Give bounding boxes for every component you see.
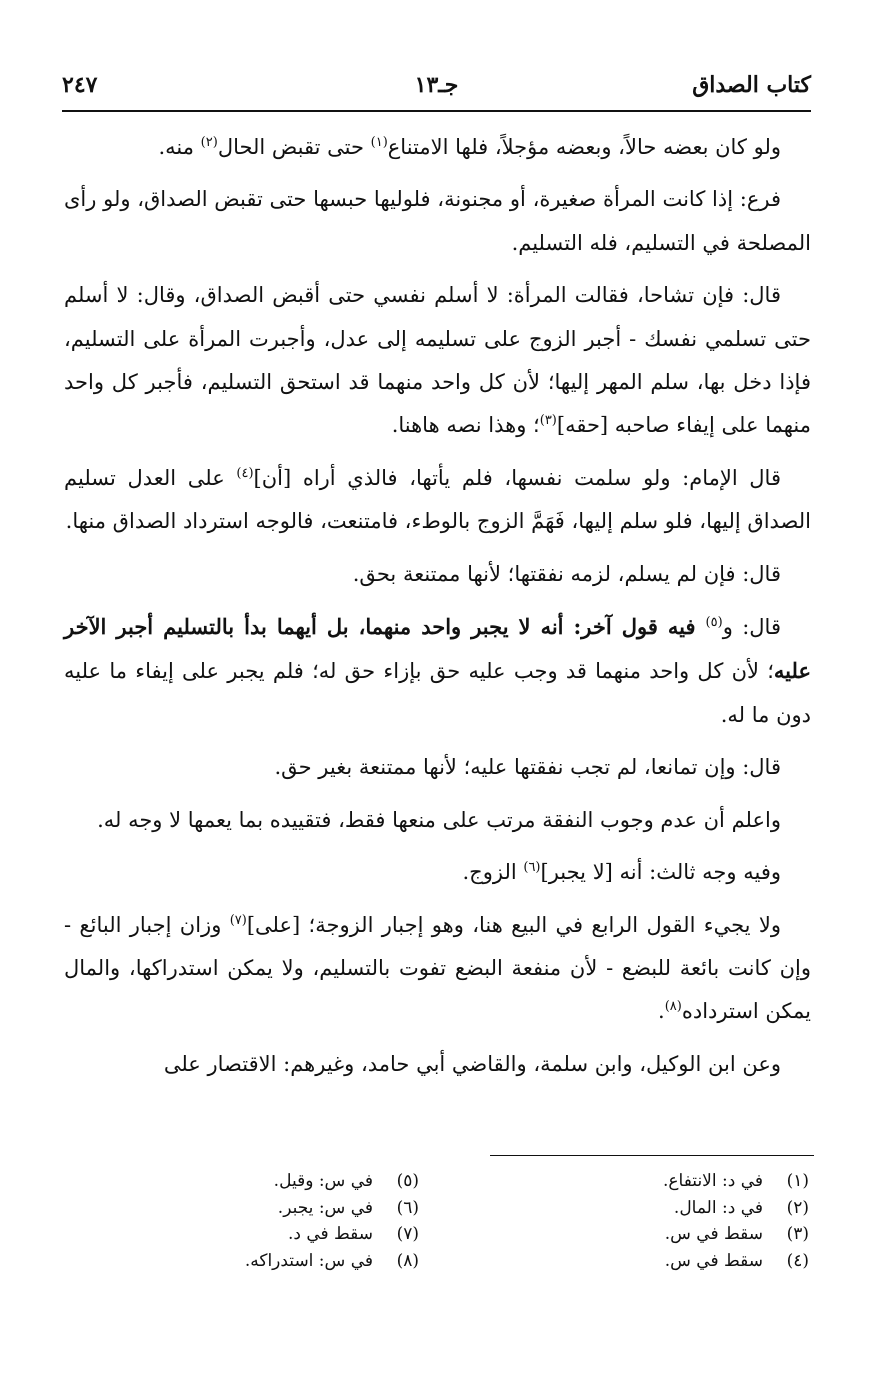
text-run: قال الإمام: ولو سلمت نفسها، فلم يأتها، فالذي أراه [أن]	[253, 465, 781, 490]
footnote-marker: (٥)	[705, 615, 723, 631]
footnote-marker: (٤)	[236, 465, 254, 481]
footnote-marker: (٢)	[200, 135, 218, 150]
footnote	[449, 1221, 809, 1248]
paragraph	[64, 904, 811, 1034]
text-run: قال: فإن تشاحا، فقالت المرأة: لا أسلم نفسي حتى أقبض الصداق، وقال: لا أسلم حتى تسلمي نفسك - أجبر الزوج على تسليمه إلى عدل، وأجبرت المرأة على التسليم، فإذا دخل بها، سلم المهر إليها؛ لأن كل واحد منهما قد استحق التسليم، فأجبر كل واحد منهما على إيفاء صاحبه [حقه]	[64, 283, 811, 438]
footnote	[59, 1195, 419, 1222]
text-run: حتى تقبض الحال	[217, 135, 371, 159]
paragraph	[64, 1043, 811, 1086]
footnote-text: سقط في س.	[664, 1224, 763, 1244]
text-run: وزان إجبار البائع - وإن كانت بائعة للبضع - لأن منفعة البضع تفوت بالتسليم، ولا يمكن استدراكها، والمال يمكن استرداده	[64, 912, 811, 1024]
footnotes-left-column	[59, 1168, 419, 1274]
paragraph	[64, 851, 811, 894]
text-run: قال: و	[722, 615, 781, 640]
text-run: واعلم أن عدم وجوب النفقة مرتب على منعها فقط، فتقييده بما يعمها لا وجه له.	[97, 807, 781, 832]
footnote	[59, 1168, 419, 1195]
footnote-marker: (١)	[370, 135, 388, 150]
paragraph	[64, 605, 811, 737]
paragraph	[64, 746, 811, 789]
book-title: كتاب الصداق	[692, 72, 811, 98]
footnote-number: (١)	[786, 1171, 809, 1191]
main-text	[64, 126, 811, 1086]
footnote-marker: (٣)	[539, 413, 557, 429]
paragraph	[64, 178, 811, 265]
paragraph	[64, 457, 811, 544]
text-run: قال: فإن لم يسلم، لزمه نفقتها؛ لأنها ممتنعة بحق.	[352, 561, 781, 586]
paragraph	[64, 799, 811, 842]
footnote-text: سقط في س.	[664, 1250, 763, 1271]
footnote-number: (٨)	[396, 1250, 419, 1271]
footnote	[449, 1168, 809, 1195]
footnote-text: في د: الانتفاع.	[662, 1171, 763, 1191]
footnote-marker: (٧)	[229, 912, 247, 928]
bold-text: فيه قول آخر: أنه لا يجبر واحد منهما، بل أيهما بدأ بالتسليم أجبر الآخر عليه	[64, 614, 811, 684]
footnote-text: في س: استدراكه.	[244, 1250, 373, 1271]
footnote-number: (٤)	[786, 1250, 809, 1271]
volume-label: جـ١٣	[414, 72, 459, 98]
paragraph	[64, 553, 811, 596]
text-run: ولو كان بعضه حالاً، وبعضه مؤجلاً، فلها الامتناع	[387, 135, 781, 159]
footnote-rule	[490, 1155, 814, 1156]
paragraph	[64, 274, 811, 448]
text-run: فرع: إذا كانت المرأة صغيرة، أو مجنونة، فلوليها حبسها حتى تقبض الصداق، ولو رأى المصلحة في التسليم، فله التسليم.	[64, 187, 811, 255]
footnote-number: (٦)	[396, 1197, 419, 1218]
footnote-marker: (٨)	[664, 999, 682, 1015]
footnote-text: سقط في د.	[287, 1224, 373, 1244]
footnote-number: (٥)	[396, 1171, 419, 1191]
footnote	[59, 1248, 419, 1275]
text-run: ؛ وهذا نصه هاهنا.	[391, 413, 540, 438]
footnote-number: (٧)	[396, 1224, 419, 1244]
footnote-marker: (٦)	[523, 860, 541, 876]
footnote	[449, 1248, 809, 1275]
text-run: الزوج.	[462, 860, 524, 885]
footnote-text: في د: المال.	[673, 1197, 763, 1218]
footnote-text: في س: يجبر.	[277, 1197, 373, 1218]
text-run: ؛ لأن كل واحد منهما قد وجب عليه حق بإزاء حق له؛ فلم يجبر على إيفاء ما عليه دون ما له.	[64, 659, 811, 727]
text-run: وعن ابن الوكيل، وابن سلمة، والقاضي أبي حامد، وغيرهم: الاقتصار على	[163, 1051, 781, 1076]
footnote	[59, 1221, 419, 1248]
footnote-number: (٣)	[786, 1224, 809, 1244]
text-run: .	[658, 999, 665, 1024]
header-rule	[62, 110, 811, 112]
text-run: قال: وإن تمانعا، لم تجب نفقتها عليه؛ لأنها ممتنعة بغير حق.	[274, 755, 781, 780]
paragraph	[64, 126, 811, 169]
text-run: ولا يجيء القول الرابع في البيع هنا، وهو إجبار الزوجة؛ [على]	[246, 912, 781, 937]
page-number: ٢٤٧	[62, 72, 98, 98]
footnote-number: (٢)	[786, 1197, 809, 1218]
footnote-text: في س: وقيل.	[273, 1171, 373, 1191]
footnote	[449, 1195, 809, 1222]
text-run: منه.	[158, 135, 201, 159]
footnotes-right-column	[449, 1168, 809, 1274]
page-header	[62, 72, 811, 112]
text-run: وفيه وجه ثالث: أنه [لا يجبر]	[540, 860, 781, 885]
text-run: على العدل تسليم الصداق إليها، فلو سلم إليها، فَهَمَّ الزوج بالوطء، فامتنعت، فالوجه استرداد الصداق منها.	[64, 465, 811, 534]
